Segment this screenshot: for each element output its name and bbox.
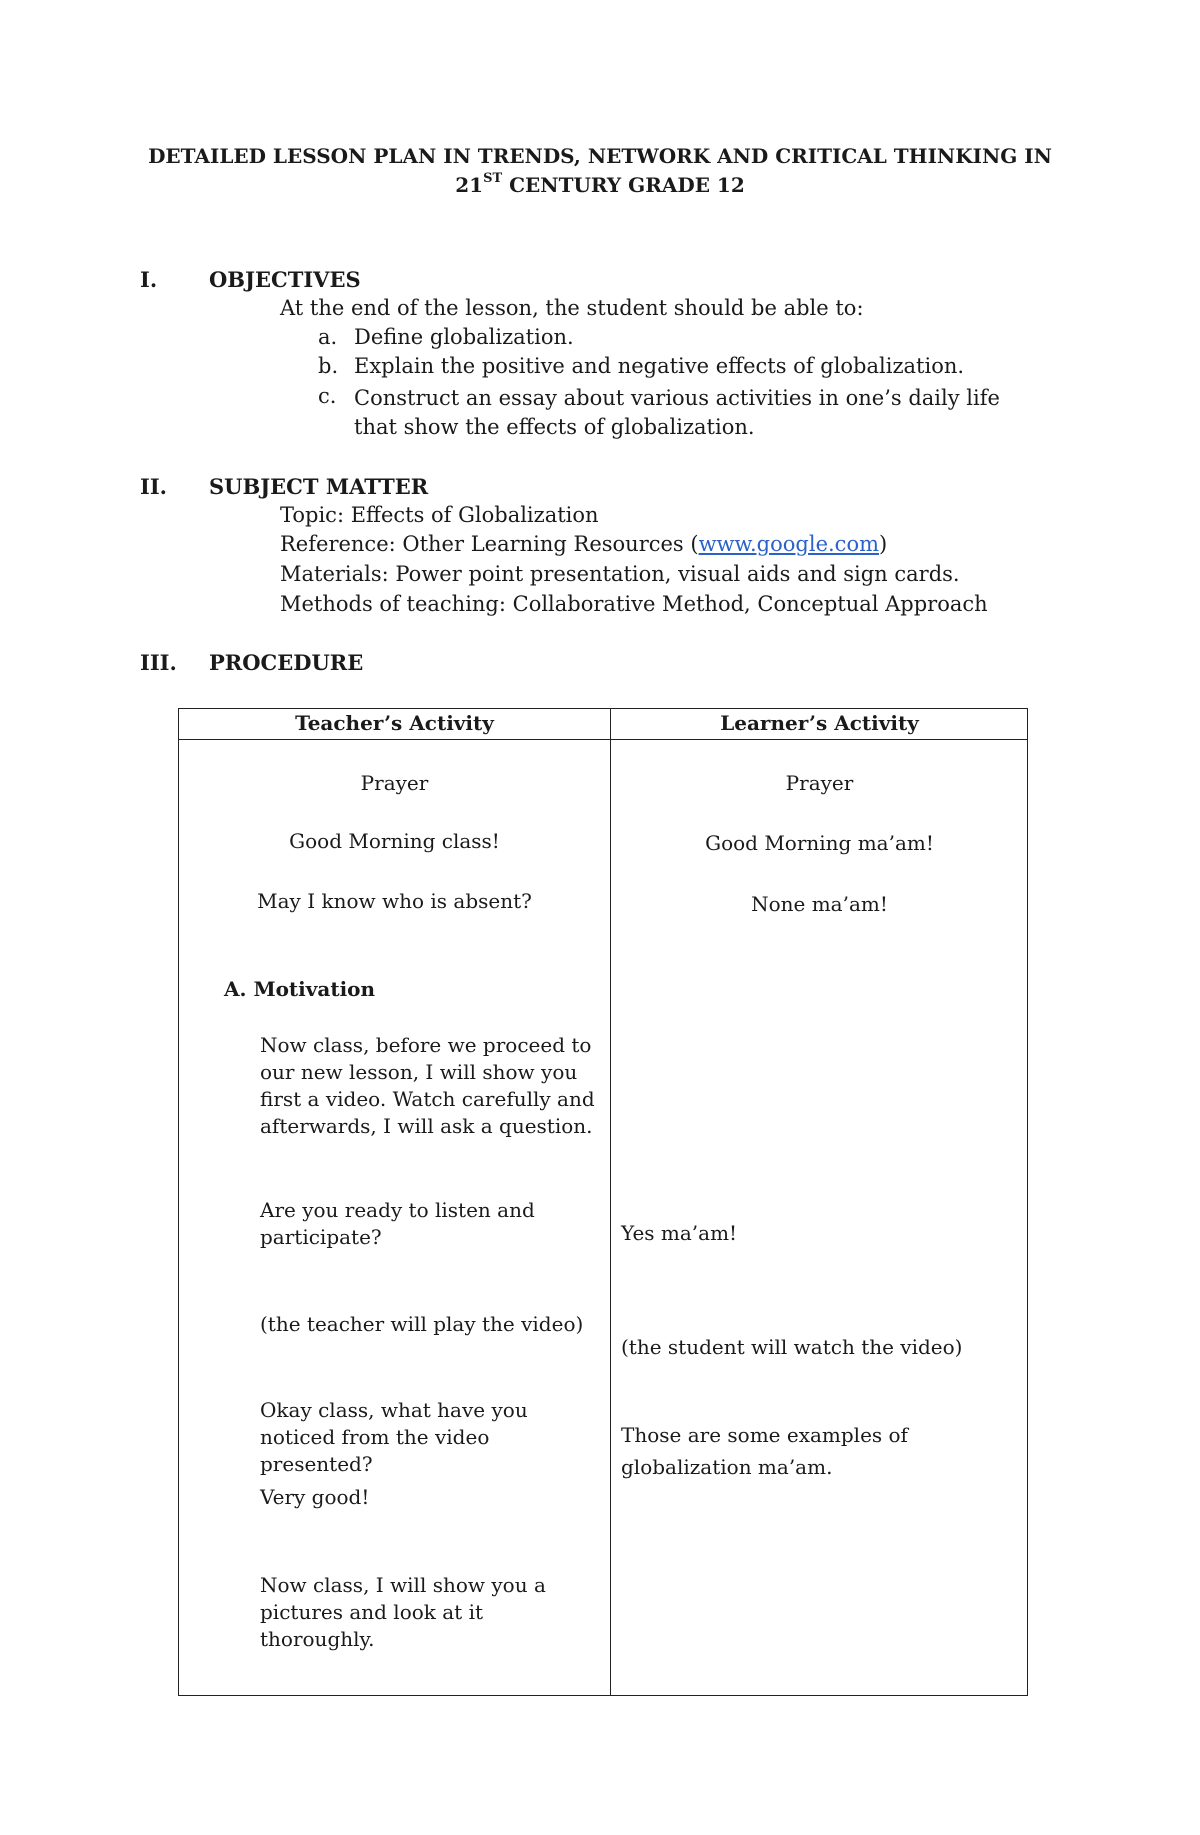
procedure-table bbox=[178, 708, 1028, 1696]
teacher-very-good: Very good! bbox=[260, 1485, 370, 1509]
title-grade-number: 21 bbox=[455, 173, 484, 197]
subject-reference bbox=[280, 532, 887, 557]
teacher-video-intro: Now class, before we proceed to our new lesson, I will show you first a video. Watch carefully and afterwards, I will ask a question. bbox=[260, 1033, 595, 1138]
reference-label: Reference: Other Learning Resources ( bbox=[280, 532, 699, 556]
procedure-numeral: III. bbox=[140, 650, 177, 675]
subject-matter-heading: SUBJECT MATTER bbox=[209, 474, 429, 499]
document-title-line-1: DETAILED LESSON PLAN IN TRENDS, NETWORK AND CRITICAL THINKING IN bbox=[148, 144, 1052, 168]
motivation-heading: A. Motivation bbox=[224, 977, 376, 1001]
teacher-greeting: Good Morning class! bbox=[289, 829, 500, 853]
objectives-numeral: I. bbox=[140, 267, 158, 292]
objective-a-letter: a. bbox=[318, 325, 338, 349]
teacher-activity-header: Teacher’s Activity bbox=[295, 711, 494, 735]
table-header-divider bbox=[179, 739, 1027, 740]
teacher-pictures: Now class, I will show you a pictures and look at it thoroughly. bbox=[260, 1573, 546, 1651]
learner-greeting: Good Morning ma’am! bbox=[705, 831, 934, 855]
subject-topic: Topic: Effects of Globalization bbox=[280, 503, 599, 527]
objectives-intro: At the end of the lesson, the student should be able to: bbox=[280, 296, 864, 320]
title-superscript: ST bbox=[483, 171, 503, 186]
learner-none-absent: None ma’am! bbox=[751, 892, 888, 916]
objective-c-letter: c. bbox=[318, 384, 337, 408]
title-grade-suffix: CENTURY GRADE 12 bbox=[502, 173, 745, 197]
objective-b-letter: b. bbox=[318, 354, 339, 378]
table-column-divider bbox=[610, 709, 611, 1695]
teacher-ready-question: Are you ready to listen and participate? bbox=[260, 1198, 535, 1249]
teacher-prayer: Prayer bbox=[360, 771, 429, 795]
learner-examples: Those are some examples of globalization ma’am. bbox=[621, 1423, 908, 1479]
reference-link[interactable]: www.google.com bbox=[698, 532, 879, 556]
objectives-heading: OBJECTIVES bbox=[209, 267, 361, 292]
procedure-heading: PROCEDURE bbox=[209, 650, 364, 675]
objective-c-text: Construct an essay about various activities in one’s daily life that show the effects of globalization. bbox=[354, 386, 1000, 439]
document-title-line-2 bbox=[0, 173, 1200, 197]
objective-a-text: Define globalization. bbox=[354, 325, 574, 349]
learner-yes: Yes ma’am! bbox=[621, 1221, 738, 1245]
teacher-play-video: (the teacher will play the video) bbox=[260, 1312, 584, 1336]
subject-matter-numeral: II. bbox=[140, 474, 167, 499]
subject-materials: Materials: Power point presentation, visual aids and sign cards. bbox=[280, 562, 960, 586]
teacher-noticed-question: Okay class, what have you noticed from the video presented? bbox=[260, 1398, 528, 1476]
learner-activity-header: Learner’s Activity bbox=[720, 711, 919, 735]
reference-close-paren: ) bbox=[879, 532, 888, 556]
subject-methods: Methods of teaching: Collaborative Method, Conceptual Approach bbox=[280, 592, 988, 616]
learner-watch-video: (the student will watch the video) bbox=[621, 1335, 963, 1359]
teacher-absent-question: May I know who is absent? bbox=[257, 889, 532, 913]
objective-b-text: Explain the positive and negative effects of globalization. bbox=[354, 354, 965, 378]
learner-prayer: Prayer bbox=[785, 771, 854, 795]
